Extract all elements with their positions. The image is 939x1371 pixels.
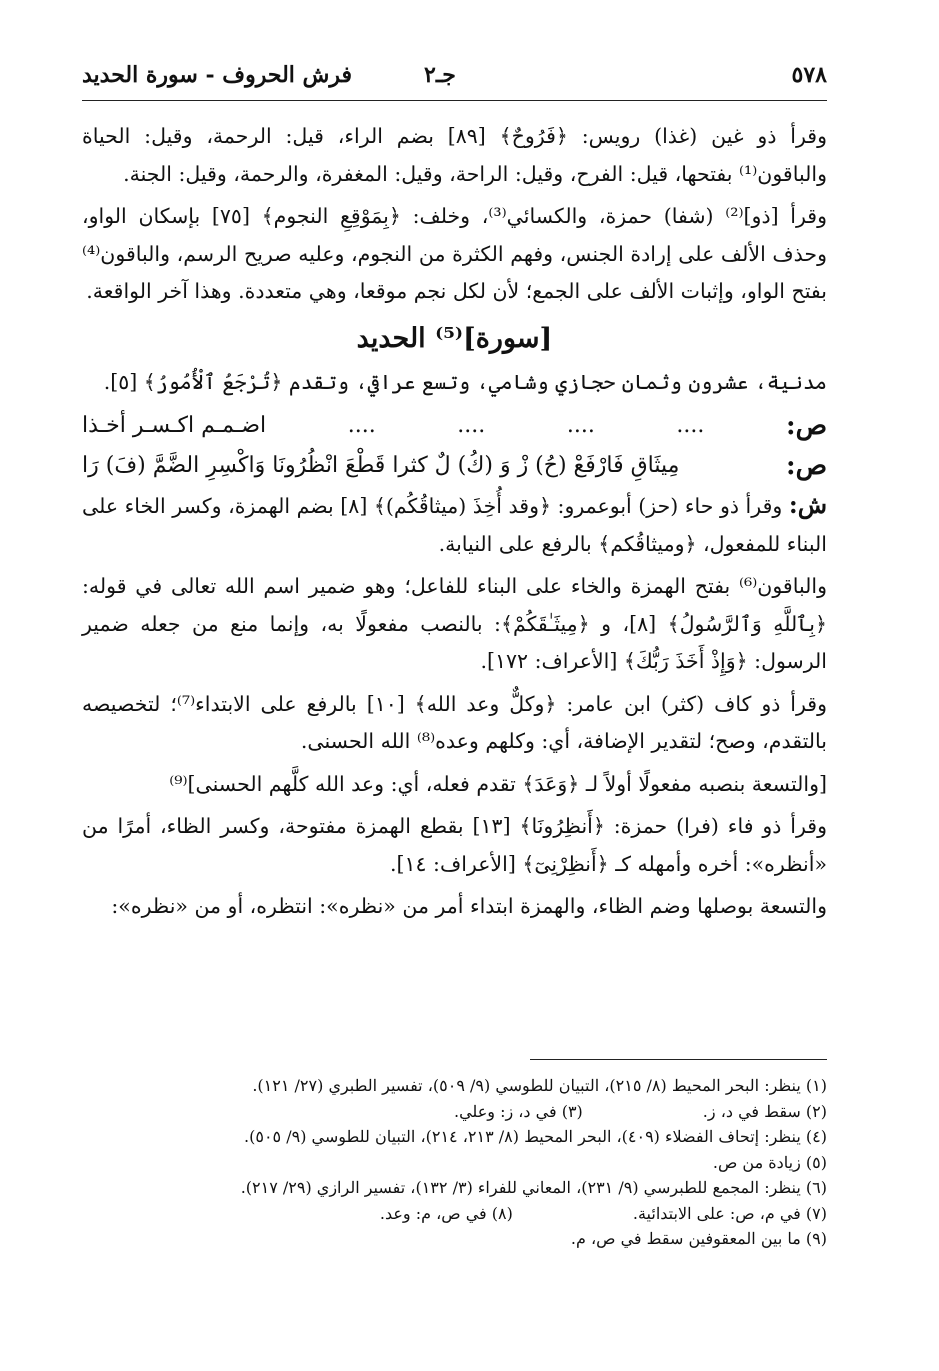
footnote: (٤) ينظر: إتحاف الفضلاء (٤٠٩)، البحر المحيط (٨/ ٢١٣، ٢١٤)، التبيان للطوسي (٩/ ٥٠٥). — [244, 1127, 827, 1146]
footnote: (٥) زيادة من ص. — [712, 1152, 827, 1172]
footnote: (٣) في د، ز: وعلي. — [453, 1101, 583, 1121]
verse-label: ص: — [785, 451, 827, 481]
verse-line-1 — [82, 406, 827, 446]
paragraph-wasl: والتسعة بوصلها وضم الظاء، والهمزة ابتداء أمر من «نظره»: انتظره، أو من «نظره»: — [111, 894, 827, 918]
verse-words: اضـمـم اكـسـر أخـذا — [82, 413, 267, 438]
commentary-text: وقرأ ذو حاء (حز) أبوعمرو: ﴿وقد أُخِذَ (ميثاقُكُم)﴾ [٨] بضم الهمزة، وكسر الخاء على البناء للمفعول، ﴿وميثاقُكم﴾ بالرفع على النيابة. — [82, 494, 827, 556]
footnote: (٦) ينظر: المجمع للطبرسي (٩/ ٢٣١)، المعاني للفراء (٣/ ١٣٢)، تفسير الرازي (٢٩/ ٢١٧). — [240, 1178, 827, 1197]
verse-dots: .... — [457, 413, 486, 438]
footnote: (٧) في م، ص: على الابتدائية. — [632, 1203, 827, 1223]
surah-heading: [سورة]⁽⁵⁾ الحديد — [356, 322, 553, 354]
commentary-paragraph — [82, 486, 827, 563]
header-divider — [82, 100, 827, 101]
footnote-row — [82, 1201, 827, 1227]
verse-dots: .... — [347, 413, 376, 438]
footnote-row — [82, 1099, 827, 1125]
paragraph-anzhiruna: وقرأ ذو فاء (فرا) حمزة: ﴿أَنظِرُونَا﴾ [١٣] بقطع الهمزة مفتوحة، وكسر الظاء، أمرًا من «أنظره»: أخره وأمهله كـ ﴿أَنظِرْنِىٓ﴾ [الأعراف: ١٤]. — [82, 814, 828, 876]
paragraph-nine: [والتسعة بنصبه مفعولًا أولاً لـ ﴿وَعَدَ﴾ تقدم فعله، أي: وعد الله كلَّهم الحسنى]⁽⁹⁾ — [169, 771, 827, 796]
paragraph-mawqi: وقرأ [ذو]⁽²⁾ (شفا) حمزة، والكسائي⁽³⁾، وخلف: ﴿بِمَوْقِعِ النجوم﴾ [٧٥] بإسكان الواو، وحذف الألف على إرادة الجنس، وفهم الكثرة من النجوم، وعليه صريح الرسم، والباقون⁽⁴⁾ بفتح الواو، وإثبات الألف على الجمع؛ لأن لكل نجم موقعا، وهي متعددة. وهذا آخر الواقعة. — [82, 204, 827, 303]
footnote: (٩) ما بين المعقوفين سقط في ص، م. — [570, 1229, 827, 1248]
page-number: ٥٧٨ — [791, 62, 827, 88]
running-header — [82, 62, 827, 98]
verse-label: ص: — [785, 411, 827, 441]
paragraph-kull: وقرأ ذو كاف (كثر) ابن عامر: ﴿وكلٌّ وعد الله﴾ [١٠] بالرفع على الابتداء⁽⁷⁾؛ لتخصيصه بالتقدم، وصح؛ لتقدير الإضافة، أي: وكلهم وعده⁽⁸⁾ الله الحسنى. — [82, 691, 828, 753]
footnote: (١) ينظر: البحر المحيط (٨/ ٢١٥)، التبيان للطوسي (٩/ ٥٠٩)، تفسير الطبري (٢٧/ ١٢١). — [252, 1076, 827, 1095]
footnote: (٨) في ص، م: وعد. — [379, 1203, 513, 1223]
surah-intro: مدنية، عشرون وثمان حجازي وشامي، وتسع عراقي، وتقدم ﴿تُرْجَعُ ٱلْأُمُورُ﴾ [٥]. — [103, 369, 827, 394]
commentary-label: ش: — [788, 490, 828, 519]
footnote-divider — [530, 1059, 827, 1060]
verse-dots: .... — [676, 413, 705, 438]
volume-label: جـ٢ — [424, 62, 456, 88]
paragraph-remaining: والباقون⁽⁶⁾ بفتح الهمزة والخاء على البناء للفاعل؛ وهو ضمير اسم الله تعالى في قوله: ﴿بِٱللَّهِ وَٱلرَّسُولُ﴾ [٨]، و ﴿مِيثَـٰقَكُمْ﴾: بالنصب مفعولًا به، وإنما منع من جعله ضمير الرسول: ﴿وَإِذْ أَخَذَ رَبُّكَ﴾ [الأعراف: ١٧٢]. — [82, 574, 827, 673]
verse-line-2 — [82, 446, 827, 486]
verse-text: مِيثَاقِ فَارْفَعْ (حُ) زْ وَ (كُ) لٌ كثرا قَطْعَ انْظُرُونَا وَاكْسِرِ الضَّمَّ (فَ) رَا — [82, 453, 680, 478]
main-text — [82, 118, 827, 926]
footnotes — [82, 1073, 827, 1252]
paragraph-rawh: وقرأ ذو غين (غذا) رويس: ﴿فَرُوحٌ﴾ [٨٩] بضم الراء، قيل: الرحمة، وقيل: الحياة والباقون⁽¹⁾ بفتحها، قيل: الفرح، وقيل: الراحة، وقيل: المغفرة، والرحمة، وقيل: الجنة. — [82, 124, 827, 186]
chapter-title: فرش الحروف - سورة الحديد — [82, 62, 353, 88]
footnote: (٢) سقط في د، ز. — [702, 1101, 827, 1121]
verse-dots: .... — [566, 413, 595, 438]
